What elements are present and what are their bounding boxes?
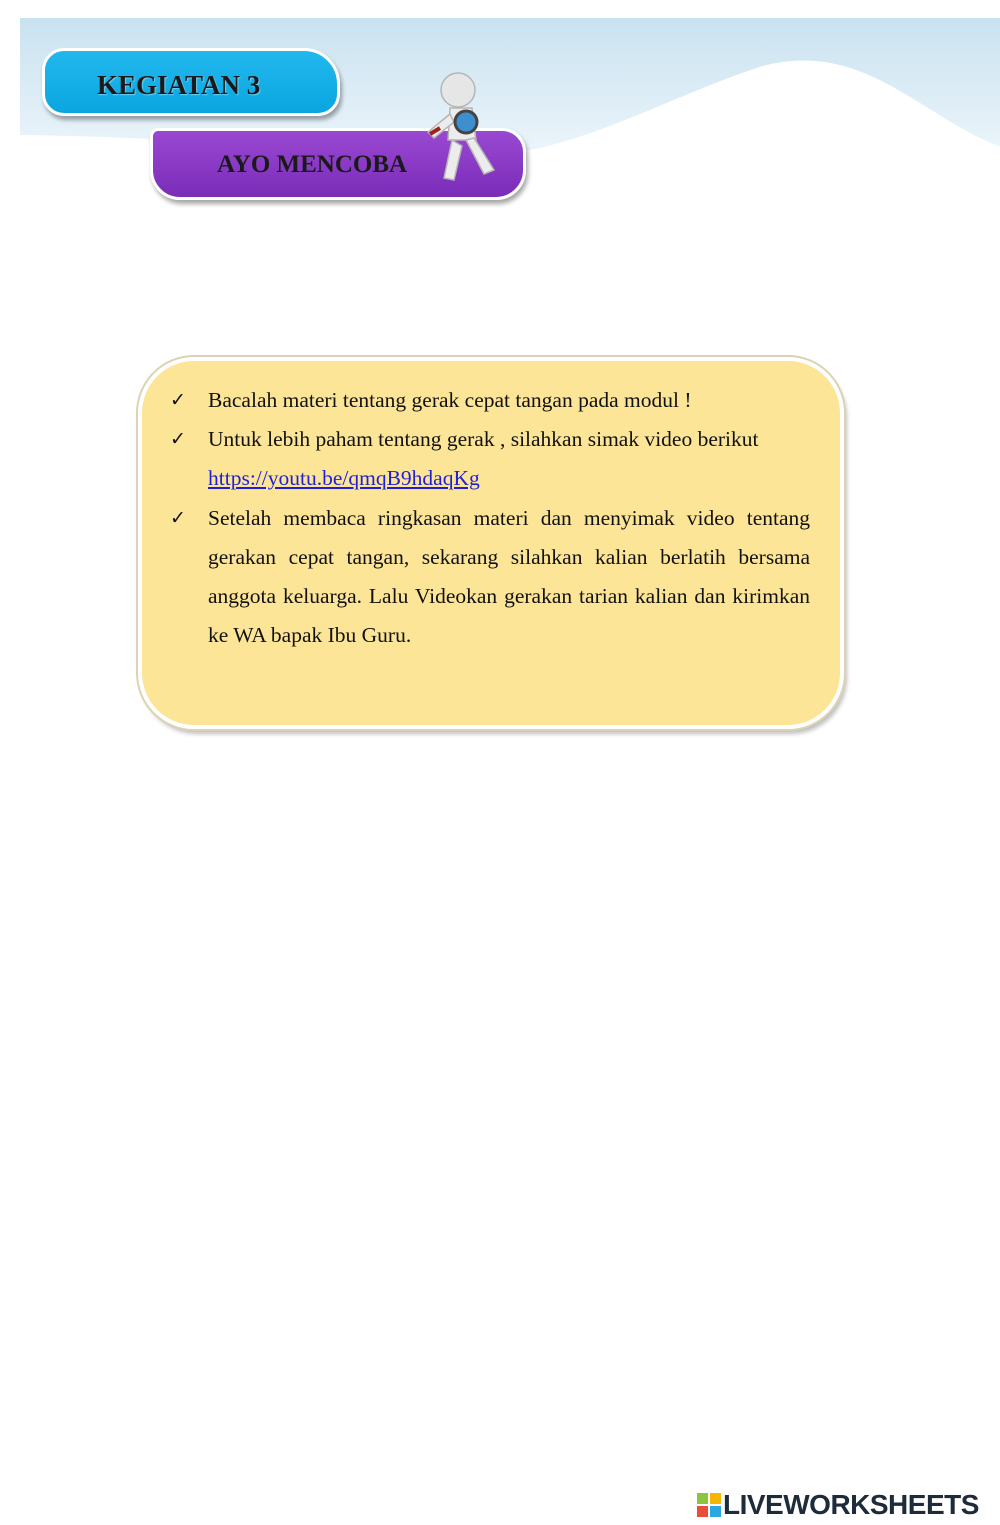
brand-name: LIVEWORKSHEETS <box>723 1489 979 1520</box>
activity-label: KEGIATAN 3 <box>97 70 261 100</box>
instruction-item <box>170 381 810 420</box>
instruction-text: Setelah membaca ringkasan materi dan menyimak video tentang gerakan cepat tangan, sekarang silahkan kalian berlatih bersama anggota keluarga. Lalu Videokan gerakan tarian kalian dan kirimkan ke WA bapak Ibu Guru. <box>208 506 810 647</box>
section-label: AYO MENCOBA <box>217 151 408 178</box>
magnifier-person-icon <box>418 70 508 190</box>
video-link[interactable]: https://youtu.be/qmqB9hdaqKg <box>208 466 480 490</box>
instruction-text-line: Untuk lebih paham tentang gerak , silahkan simak video berikut <box>208 427 759 451</box>
check-icon: ✓ <box>170 390 186 411</box>
instruction-item <box>170 420 810 498</box>
check-icon: ✓ <box>170 429 186 450</box>
instruction-item <box>170 499 810 655</box>
liveworksheets-logo <box>697 1488 997 1522</box>
liveworksheets-logo-icon <box>697 1493 721 1517</box>
instruction-text <box>208 420 810 498</box>
instructions-card <box>138 357 844 729</box>
instruction-text: Bacalah materi tentang gerak cepat tangan pada modul ! <box>208 388 692 412</box>
check-icon: ✓ <box>170 508 186 529</box>
activity-label-tab <box>42 48 340 116</box>
